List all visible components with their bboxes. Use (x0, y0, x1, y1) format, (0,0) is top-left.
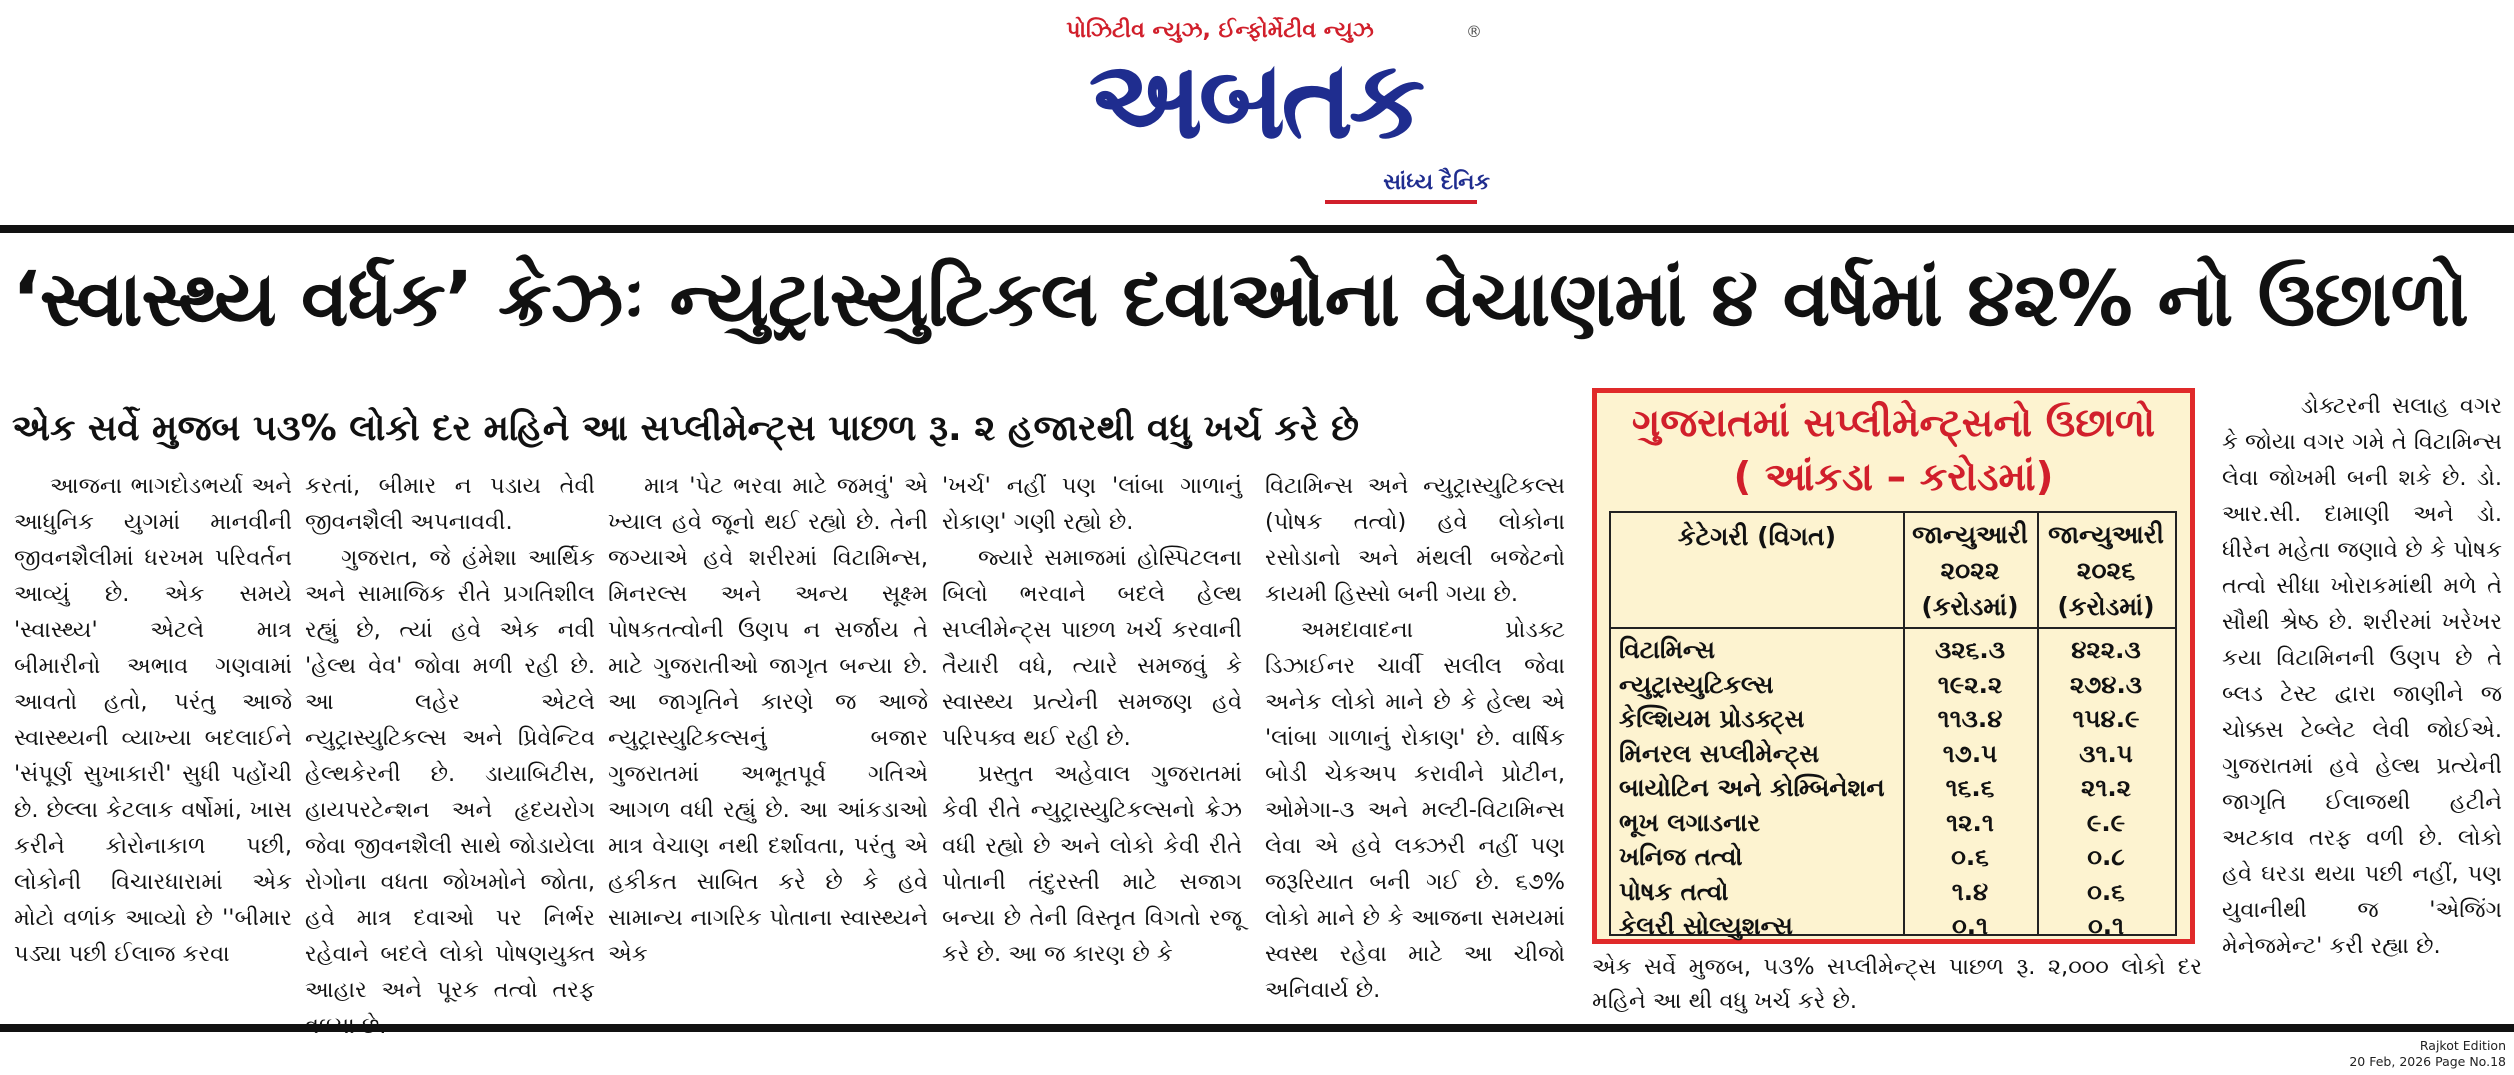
header-line: ૨૦૨૬ (2076, 556, 2136, 585)
main-headline: ‘સ્વાસ્થ્ય વર્ધક’ ક્રેઝઃ ન્યુટ્રાસ્યુટિકલ દવાઓના વેચાણમાં ૪ વર્ષમાં ૪૨% નો ઉછાળો (12, 254, 2468, 343)
registered-mark: ® (1466, 22, 1482, 41)
paragraph: આજના ભાગદોડભર્યા અને આધુનિક યુગમાં માનવીની જીવનશૈલીમાં ધરખમ પરિવર્તન આવ્યું છે. એક સમયે 'સ્વાસ્થ્ય' એટલે માત્ર બીમારીનો અભાવ ગણવામાં આવતો હતો, પરંતુ આજે સ્વાસ્થ્યની વ્યાખ્યા બદલાઈને 'સંપૂર્ણ સુખાકારી' સુધી પહોંચી છે. છેલ્લા કેટલાક વર્ષોમાં, ખાસ કરીને કોરોનાકાળ પછી, લોકોની વિચારધારામાં એક મોટો વળાંક આવ્યો છે ''બીમાર પડ્યા પછી ઈલાજ કરવા (14, 473, 292, 967)
header-jan-2026 (2037, 517, 2175, 625)
cell-2022: ૦.૧ (1951, 911, 1989, 940)
article-column-5 (1265, 468, 1565, 1013)
cell-2026: ૦.૮ (2087, 842, 2125, 871)
header-jan-2022 (1903, 517, 2037, 625)
cell-category: પોષક તત્વો (1619, 876, 1729, 906)
table-row (1611, 737, 2175, 772)
edition-date-page: 20 Feb, 2026 Page No.18 (2349, 1054, 2506, 1069)
logo-subtitle: સાંધ્ય દૈનિક (1383, 170, 1490, 195)
header-line: જાન્યુઆરી (2048, 520, 2164, 549)
cell-2022: ૧૯૨.૨ (1937, 669, 2003, 699)
data-box-title-line2: ( આંકડા – કરોડમાં) (1733, 455, 2054, 500)
cell-category: ભૂખ લગાડનાર (1619, 807, 1761, 837)
edition-name: Rajkot Edition (2419, 1038, 2506, 1053)
sub-headline: એક સર્વે મુજબ ૫૩% લોકો દર મહિને આ સપ્લીમેન્ટ્સ પાછળ રૂ. ૨ હજારથી વધુ ખર્ચ કરે છે (12, 408, 1359, 449)
table-row (1611, 771, 2175, 806)
paragraph: અમદાવાદના પ્રોડક્ટ ડિઝાઈનર ચાર્વી સલીલ જેવા અનેક લોકો માને છે કે હેલ્થ એ 'લાંબા ગાળાનું રોકાણ' છે. વાર્ષિક બોડી ચેકઅપ કરાવીને પ્રોટીન, ઓમેગા-૩ અને મલ્ટી-વિટામિન્સ લેવા એ હવે લક્ઝરી નહીં પણ જરૂરિયાત બની ગઈ છે. ૬૭% લોકો માને છે કે આજના સમયમાં સ્વસ્થ રહેવા માટે આ ચીજો અનિવાર્ય છે. (1265, 617, 1565, 1003)
cell-2026: ૦.૬ (2087, 876, 2125, 906)
cell-2022: ૧૬.૬ (1945, 773, 1995, 802)
paragraph: જ્યારે સમાજમાં હોસ્પિટલના બિલો ભરવાને બદલે હેલ્થ સપ્લીમેન્ટ્સ પાછળ ખર્ચ કરવાની તૈયારી વધે, ત્યારે સમજવું કે સ્વાસ્થ્ય પ્રત્યેની સમજણ હવે પરિપક્વ થઈ રહી છે. (942, 545, 1242, 751)
cell-2022: ૧૧૩.૪ (1937, 704, 2003, 733)
cell-2026: ૨૧.૨ (2080, 773, 2132, 802)
article-column-2 (305, 468, 595, 1013)
data-box-title (1597, 397, 2190, 505)
table-row (1611, 806, 2175, 841)
cell-2026: ૩૧.૫ (2079, 738, 2133, 768)
table-row (1611, 875, 2175, 910)
header-line: જાન્યુઆરી (1912, 520, 2028, 549)
table-row (1611, 668, 2175, 703)
cell-2022: ૧.૪ (1951, 876, 1989, 906)
data-box-caption: એક સર્વે મુજબ, ૫૩% સપ્લીમેન્ટ્સ પાછળ રૂ. ૨,૦૦૦ લોકો દર મહિને આ થી વધુ ખર્ચ કરે છે. (1592, 954, 2202, 1014)
supplements-table (1609, 511, 2177, 940)
article-column-3 (608, 468, 928, 1013)
cell-category: ખનિજ તત્વો (1619, 842, 1743, 871)
cell-2022: ૧૭.૫ (1942, 738, 1998, 768)
cell-2026: ૨૭૪.૩ (2069, 669, 2143, 699)
cell-category: બાયોટિન અને કોમ્બિનેશન (1619, 773, 1885, 802)
bottom-divider (0, 1024, 2514, 1032)
data-box-title-line1: ગુજરાતમાં સપ્લીમેન્ટ્સનો ઉછાળો (1631, 401, 2156, 446)
header-line: (કરોડમાં) (2057, 592, 2155, 621)
table-row (1611, 840, 2175, 875)
cell-category: કેલરી સોલ્યુશન્સ (1619, 911, 1793, 940)
header-line: ૨૦૨૨ (1940, 556, 2000, 585)
header-category: કેટેગરી (વિગત) (1677, 522, 1837, 551)
cell-2022: ૩૨૬.૩ (1934, 635, 2006, 664)
top-divider (0, 225, 2514, 233)
header-line: (કરોડમાં) (1921, 592, 2019, 621)
table-row (1611, 909, 2175, 944)
paragraph: ગુજરાત, જે હંમેશા આર્થિક અને સામાજિક રીતે પ્રગતિશીલ રહ્યું છે, ત્યાં હવે એક નવી 'હેલ્થ વેવ' જોવા મળી રહી છે. આ લહેર એટલે ન્યુટ્રાસ્યુટિકલ્સ અને પ્રિવેન્ટિવ હેલ્થકેરની છે. ડાયાબિટીસ, હાયપરટેન્શન અને હૃદયરોગ જેવા જીવનશૈલી સાથે જોડાયેલા રોગોના વધતા જોખમોને જોતા, હવે માત્ર દવાઓ પર નિર્ભર રહેવાને બદલે લોકો પોષણયુક્ત આહાર અને પૂરક તત્વો તરફ (305, 545, 595, 1003)
paragraph: પ્રસ્તુત અહેવાલ ગુજરાતમાં કેવી રીતે ન્યુટ્રાસ્યુટિકલ્સનો ક્રેઝ વધી રહ્યો છે અને લોકો કેવી રીતે પોતાની તંદુરસ્તી માટે સજાગ બન્યા છે તેની વિસ્તૃત વિગતો રજૂ કરે છે. આ જ કારણ છે કે (942, 761, 1242, 967)
edition-info (2306, 1038, 2506, 1070)
newspaper-logo: અબતક (1088, 38, 1422, 163)
paragraph: કરતાં, બીમાર ન પડાય તેવી જીવનશૈલી અપનાવવી. (305, 473, 595, 535)
paragraph: વિટામિન્સ અને ન્યુટ્રાસ્યુટિકલ્સ (પોષક તત્વો) હવે લોકોના રસોડાનો અને મંથલી બજેટનો કાયમી હિસ્સો બની ગયા છે. (1265, 473, 1565, 607)
paragraph: માત્ર 'પેટ ભરવા માટે જમવું' એ ખ્યાલ હવે જૂનો થઈ રહ્યો છે. તેની જગ્યાએ હવે શરીરમાં વિટામિન્સ, મિનરલ્સ અને અન્ય સૂક્ષ્મ પોષકતત્વોની ઉણપ ન સર્જાય તે માટે ગુજરાતીઓ જાગૃત બન્યા છે. આ જાગૃતિને કારણે જ આજે ન્યુટ્રાસ્યુટિકલ્સનું બજાર ગુજરાતમાં અભૂતપૂર્વ ગતિએ આગળ વધી રહ્યું છે. આ આંકડાઓ માત્ર વેચાણ નથી દર્શાવતા, પરંતુ એ હકીકત સાબિત કરે છે કે હવે સામાન્ય નાગરિક પોતાના સ્વાસ્થ્યને એક (608, 473, 928, 967)
logo-underline (1325, 200, 1477, 204)
supplements-data-box (1592, 388, 2195, 944)
paragraph: ડોક્ટરની સલાહ વગર કે જોયા વગર ગમે તે વિટામિન્સ લેવા જોખમી બની શકે છે. ડો. આર.સી. દામાણી અને ડો. ધીરેન મહેતા જણાવે છે કે પોષક તત્વો સીધા ખોરાકમાંથી મળે તે સૌથી શ્રેષ્ઠ છે. શરીરમાં ખરેખર કયા વિટામિનની ઉણપ છે તે બ્લડ ટેસ્ટ દ્વારા જાણીને જ ચોક્કસ ટેબ્લેટ લેવી જોઈએ. ગુજરાતમાં હવે હેલ્થ પ્રત્યેની જાગૃતિ ઈલાજથી હટીને અટકાવ તરફ વળી છે. લોકો હવે ઘરડા થયા પછી નહીં, પણ યુવાનીથી જ 'એજિંગ મેનેજમેન્ટ' કરી રહ્યા છે. (2222, 393, 2502, 959)
paragraph: 'ખર્ચ' નહીં પણ 'લાંબા ગાળાનું રોકાણ' ગણી રહ્યો છે. (942, 473, 1242, 535)
cell-2026: ૧૫૪.૯ (2072, 704, 2140, 733)
cell-2026: ૪૨૨.૩ (2071, 635, 2141, 664)
masthead (0, 0, 2514, 220)
cell-category: ન્યુટ્રાસ્યુટિકલ્સ (1619, 669, 1774, 699)
table-row (1611, 702, 2175, 737)
table-header (1611, 513, 2175, 629)
cell-2022: ૦.૬ (1951, 842, 1989, 871)
article-column-6 (2222, 388, 2502, 1008)
cell-2022: ૧૨.૧ (1946, 807, 1994, 837)
cell-category: કેલ્શિયમ પ્રોડક્ટ્સ (1619, 704, 1805, 733)
cell-category: મિનરલ સપ્લીમેન્ટ્સ (1619, 738, 1820, 768)
article-column-4 (942, 468, 1242, 1013)
cell-category: વિટામિન્સ (1619, 635, 1716, 664)
masthead-tagline: પોઝિટીવ ન્યુઝ, ઈન્ફોર્મેટીવ ન્યુઝ (1066, 18, 1374, 43)
cell-2026: ૦.૧ (2087, 911, 2125, 940)
table-row (1611, 633, 2175, 668)
table-body (1611, 633, 2175, 944)
article-column-1 (14, 468, 292, 1013)
cell-2026: ૯.૯ (2086, 807, 2126, 837)
